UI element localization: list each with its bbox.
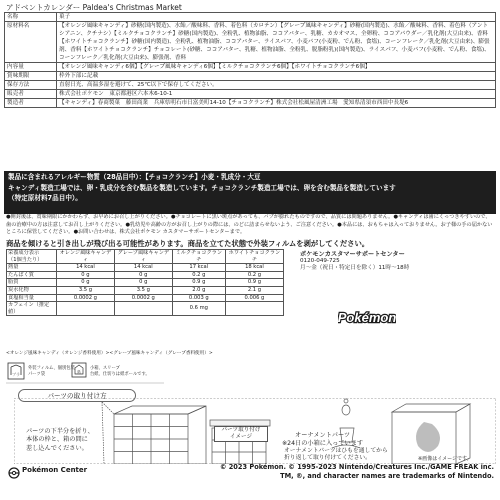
nutrition-row-label: カフェイン（推定値）: [7, 302, 57, 316]
info-row-manufacturer: [5, 99, 496, 108]
nutrition-col-orange: オレンジ風味キャンディ: [57, 250, 115, 264]
assembly-section-title: パーツの取り付け方: [18, 389, 136, 402]
image-disclaimer: ※画像はイメージです。: [418, 456, 472, 462]
copyright-notice: [194, 463, 494, 481]
product-info-table: [4, 12, 496, 108]
nutrition-row: [7, 271, 284, 279]
recycle-item-film: 外装フィルム、個別包装: [28, 366, 75, 371]
nutrition-cell: [225, 302, 283, 316]
info-value: 株式会社ポケモン 東京都港区六本木6-10-1: [57, 90, 496, 99]
ornament-callout: オーナメントパーツ ※24日の小箱に入っています: [282, 432, 364, 448]
info-label: 販売者: [5, 90, 57, 99]
nutrition-cell: 0.9 g: [225, 279, 283, 287]
plastic-recycle-icon: [8, 363, 24, 379]
support-org: ポケモンカスタマーサポートセンター: [300, 251, 405, 258]
nutrition-cell: 0.003 g: [172, 294, 225, 302]
recycle-marks: [6, 362, 164, 386]
info-label: 製造者: [5, 99, 57, 108]
assembly-instructions: [14, 398, 496, 464]
info-label: 名称: [5, 13, 57, 22]
assembly-right-text: オーナメントパーツはひもを通してから 折り返して取り付けてください。: [284, 448, 388, 462]
nutrition-cell: 3.5 g: [114, 286, 172, 294]
advent-box-drawing: [102, 402, 206, 464]
support-phone: 0120-049-725: [300, 258, 340, 264]
svg-text:プラ: プラ: [12, 372, 20, 377]
nutrition-row: [7, 279, 284, 287]
info-row-storage: [5, 81, 496, 90]
pokemon-logo: [338, 307, 396, 327]
nutrition-cell: 0 g: [57, 279, 115, 287]
nutrition-header-row: [7, 250, 284, 264]
pokemon-center-text: Pokémon Center: [22, 466, 88, 474]
nutrition-cell: 0.0002 g: [57, 294, 115, 302]
nutrition-col-grape: グレープ風味キャンディ: [114, 250, 172, 264]
nutrition-cell: 0 g: [114, 279, 172, 287]
allergen-line: キャンディ製造工場では、卵・乳成分を含む製品を製造しています。チョコクランチ製造工場では、卵を含む製品を製造しています: [8, 183, 396, 192]
info-value: 菓子: [57, 13, 496, 22]
info-row-seller: [5, 90, 496, 99]
nutrition-cell: 14 kcal: [57, 264, 115, 272]
nutrition-cell: 0.9 g: [172, 279, 225, 287]
nutrition-header: 栄養成分表示 （1個当たり）: [7, 250, 57, 264]
info-label: 内容量: [5, 63, 57, 72]
info-label: 原材料名: [5, 22, 57, 63]
nutrition-row-label: 食塩相当量: [7, 294, 57, 302]
nutrition-cell: 2.0 g: [172, 286, 225, 294]
nutrition-cell: [114, 302, 172, 316]
nutrition-col-milk: ミルクチョコクランチ: [172, 250, 225, 264]
nutrition-cell: [57, 302, 115, 316]
flavor-footnote: <オレンジ風味キャンディ（オレンジ香料使用）><グレープ風味キャンディ（グレープ香料使用）>: [6, 351, 213, 356]
nutrition-row: [7, 264, 284, 272]
product-title: アドベントカレンダー Paldea's Christmas Market: [6, 3, 182, 12]
pokemon-center-logo: [8, 464, 88, 478]
nutrition-cell: 0.2 g: [172, 271, 225, 279]
info-row-best-before: [5, 72, 496, 81]
nutrition-row: [7, 294, 284, 302]
nutrition-row-label: 脂質: [7, 279, 57, 287]
pokeball-icon: [8, 467, 20, 479]
info-value: 【キャンディ】春商製菓 藤田商業 兵庫県明石市日富美町14-10【チョコクランチ】株式会社松風屋清洲工場 愛知県清須市西田中長堤6: [57, 99, 496, 108]
nutrition-cell: 0 g: [114, 271, 172, 279]
nutrition-cell: 2.1 g: [225, 286, 283, 294]
allergen-line: （特定原材料7品目中）。: [8, 194, 82, 202]
info-label: 賞味期限: [5, 72, 57, 81]
trademark-line: TM, ®, and character names are trademarks of Nintendo.: [280, 471, 494, 480]
info-row-ingredients: [5, 22, 496, 63]
nutrition-cell: 0.6 mg: [172, 302, 225, 316]
info-row-name: [5, 13, 496, 22]
nutrition-row-label: 炭水化物: [7, 286, 57, 294]
allergen-box: [4, 171, 496, 214]
recycle-item-board: 台紙、仕切りは紙ボールです。: [90, 372, 150, 377]
nutrition-table: [6, 249, 284, 316]
nutrition-cell: 18 kcal: [225, 264, 283, 272]
customer-support: [300, 251, 409, 272]
recycle-item-box: 小箱、スリーブ: [90, 366, 120, 371]
drawer-warning: 商品を傾けると引き出しが飛び出る可能性があります。商品を立てた状態で外装フィルムを剥がしてください。: [6, 239, 370, 248]
nutrition-cell: 0 g: [57, 271, 115, 279]
caution-notes: ●開封後は、賞味期限にかかわらず、お早めにお召し上がりください。●チョコレートに黒い斑点があっても、バブが膨れたものですので、品質には問題ありません。●キャンディは歯にくっつきやすいので、歯の治療中の方は注意してお召し上がりください。●乳幼児や高齢の方がお召し上がりの際には、のどに詰まらせないよう、ご注意ください。●本品には、おもちゃは入っておりません。お子様の手の届かないところに保管してください。●お問い合わせは、株式会社ポケモン カスタマーサポートセンターまで。: [6, 214, 493, 236]
info-value: 【オレンジ風味キャンディ6個】【グレープ風味キャンディ6個】【ミルクチョコクランチ6個】【ホワイトチョコクランチ6個】: [57, 63, 496, 72]
nutrition-cell: 17 kcal: [172, 264, 225, 272]
assembly-left-text: パーツの下半分を折り、 本体の枠と、箱の間に 差し込んでください。: [26, 428, 94, 452]
info-value: 枠外下部に記載: [57, 72, 496, 81]
pokemon-logo-text: Pokémon: [338, 310, 396, 325]
nutrition-row-caffeine: [7, 302, 284, 316]
nutrition-cell: 0.006 g: [225, 294, 283, 302]
info-value: 【オレンジ風味キャンディ】砂糖(国内製造)、水飴／酸味料、香料、着色料（カロテン）【グレープ風味キャンディ】砂糖(国内製造)、水飴／酸味料、香料、着色料（アントシアニン、クチナシ）【ミルクチョコクランチ】砂糖(国内製造)、全粉乳、植物油脂、ココアバター、乳糖、カカオマス、全卵粉、ココアパウダー／乳化剤(大豆由来)、香料【ホワイトチョコクランチ】砂糖(国内製造)、全粉乳、植物油脂、ココアバター、ライスパフ、小麦パフ(小麦粉、でん粉、食塩)、コーンフレーク／乳化剤(大豆由来)、膨張剤、香料【ホワイトチョコクランチ】チョコレート(砂糖、ココアバター、乳糖、植物油脂、全粉乳、脱脂粉乳)(国内製造)、ライスパフ、小麦パフ(小麦粉、でん粉、食塩)、コーンフレーク／乳化剤(大豆由来)、膨張剤、香料: [57, 22, 496, 63]
support-hours: 月〜金（祝日・特定日を除く）11時〜18時: [300, 265, 410, 271]
nutrition-cell: 0.2 g: [225, 271, 283, 279]
info-value: 直射日光、高温多湿を避けて、25℃以下で保存してください。: [57, 81, 496, 90]
allergen-line: 製品に含まれるアレルギー物質（28品目中）：【チョコクランチ】小麦・乳成分・大豆: [8, 173, 261, 181]
recycle-item-bag: パーツ袋: [28, 372, 46, 377]
nutrition-row-label: 熱量: [7, 264, 57, 272]
info-label: 保存方法: [5, 81, 57, 90]
nutrition-cell: 14 kcal: [114, 264, 172, 272]
nutrition-col-white: ホワイトチョコクランチ: [225, 250, 283, 264]
nutrition-cell: 3.5 g: [57, 286, 115, 294]
assembly-image-callout: パーツ取り付け イメージ: [214, 426, 268, 442]
nutrition-cell: 0.0002 g: [114, 294, 172, 302]
nutrition-row-label: たんぱく質: [7, 271, 57, 279]
nutrition-row: [7, 286, 284, 294]
info-row-contents: [5, 63, 496, 72]
svg-text:紙: 紙: [77, 370, 81, 374]
copyright-line: © 2023 Pokémon. © 1995-2023 Nintendo/Creatures Inc./GAME FREAK inc.: [219, 463, 494, 471]
